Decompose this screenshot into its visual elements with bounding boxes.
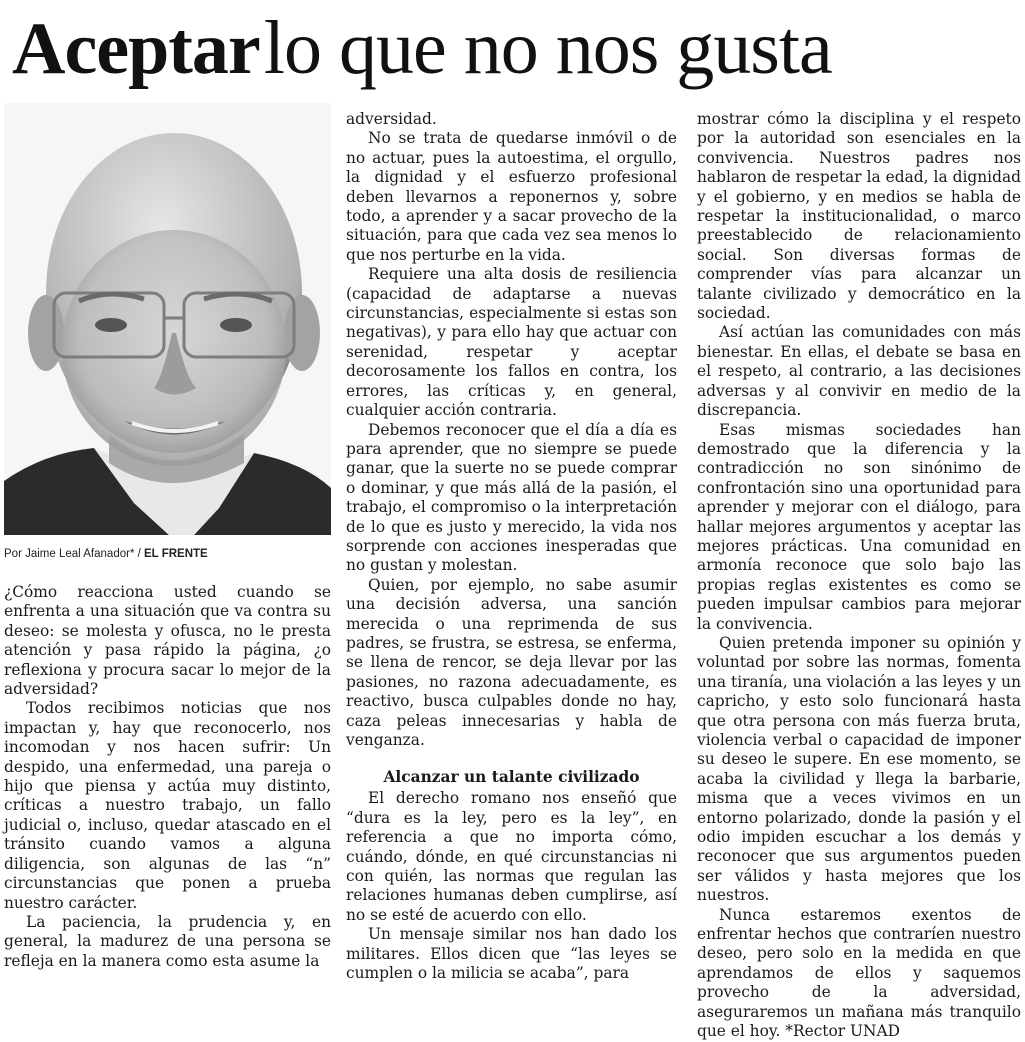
headline-rest: lo que no nos gusta — [263, 6, 832, 90]
byline-publication: EL FRENTE — [144, 548, 208, 560]
column-1 — [4, 583, 331, 971]
section-subhead: Alcanzar un talante civilizado — [383, 768, 640, 787]
paragraph: Así actúan las comunidades con más bienestar. En ellas, el debate se basa en el respeto, al contrario, a las decisiones adversas y al convivir en medio de la discrepancia. — [697, 323, 1021, 420]
paragraph: Nunca estaremos exentos de enfrentar hechos que contraríen nuestro deseo, pero solo en la medida en que aprendamos de ellos y saquemos provecho de la adversidad, aseguraremos un mañana más tranquilo que el hoy. *Rector UNAD — [697, 905, 1021, 1041]
column-2 — [346, 110, 677, 983]
paragraph: El derecho romano nos enseñó que “dura es la ley, pero es la ley”, en referencia a que no importa cómo, cuándo, dónde, en qué circunstancias ni con quién, las normas que regulan las relaciones humanas deben cumplirse, así no se esté de acuerdo con ello. — [346, 789, 677, 924]
paragraph: La paciencia, la prudencia y, en general, la madurez de una persona se refleja en la manera como esta asume la — [4, 912, 331, 970]
paragraph: Esas mismas sociedades han demostrado que la diferencia y la contradicción no son sinónimo de confrontación sino una oportunidad para aprender y mejorar con el diálogo, para hallar mejores argumentos y aceptar las mejores prácticas. Una comunidad en armonía reconoce que solo bajo las propias reglas existentes es como se pueden impulsar cambios para mejorar la convivencia. — [697, 420, 1021, 633]
paragraph: ¿Cómo reacciona usted cuando se enfrenta a una situación que va contra su deseo: se molesta y ofusca, no le presta atención y pasa rápido la página, ¿o reflexiona y procura sacar lo mejor de la adversidad? — [4, 583, 331, 699]
paragraph: No se trata de quedarse inmóvil o de no actuar, pues la autoestima, el orgullo, la dignidad y el esfuerzo profesional deben llevarnos a reponernos y, sobre todo, a aprender y a sacar provecho de la situación, para que cada vez sea menos lo que nos perturbe en la vida. — [346, 129, 677, 264]
paragraph: Todos recibimos noticias que nos impactan y, hay que reconocerlo, nos incomodan y nos hacen sufrir: Un despido, una enfermedad, una pareja o hijo que piensa y actúa muy distinto, críticas a nuestro trabajo, un fallo judicial o, incluso, quedar atascado en el tránsito cuando vamos a alguna diligencia, son algunas de las “n” circunstancias que ponen a prueba nuestro carácter. — [4, 699, 331, 912]
paragraph: adversidad. — [346, 110, 437, 128]
byline — [4, 548, 331, 560]
headline — [12, 0, 1017, 96]
paragraph: Quien pretenda imponer su opinión y voluntad por sobre las normas, fomenta una tiranía, una violación a las leyes y un capricho, y esto solo funcionará hasta que otra persona con más fuerza bruta, violencia verbal o capacidad de imponer su deseo le supere. En ese momento, se acaba la civilidad y llega la barbarie, misma que a veces vivimos en un entorno polarizado, donde la pasión y el odio impiden escuchar a los demás y reconocer que sus argumentos pueden ser válidos y hasta mejores que los nuestros. — [697, 633, 1021, 905]
column-3 — [697, 110, 1021, 1042]
paragraph: Requiere una alta dosis de resiliencia (capacidad de adaptarse a nuevas circunstancias, especialmente si estas son negativas), y para ello hay que actuar con serenidad, respetar y aceptar decorosamente los fallos en contra, los errores, las críticas y, en general, cualquier acción contraria. — [346, 265, 677, 420]
paragraph: Un mensaje similar nos han dado los militares. Ellos dicen que “las leyes se cumplen o la milicia se acaba”, para — [346, 925, 677, 983]
byline-author: Por Jaime Leal Afanador* / — [4, 548, 141, 560]
author-photo — [4, 103, 331, 535]
paragraph: mostrar cómo la disciplina y el respeto por la autoridad son esenciales en la convivencia. Nuestros padres nos hablaron de respetar la edad, la dignidad y el gobierno, y en medios se habla de respetar la institucionalidad, o marco preestablecido de relacionamiento social. Son diversas formas de comprender vías para alcanzar un talante civilizado y democrático en la sociedad. — [697, 110, 1021, 323]
paragraph: Quien, por ejemplo, no sabe asumir una decisión adversa, una sanción merecida o una reprimenda de sus padres, se frustra, se estresa, se enferma, se llena de rencor, se deja llevar por las pasiones, no razona adecuadamente, es reactivo, busca culpables donde no hay, caza peleas innecesarias y habla de venganza. — [346, 575, 677, 749]
paragraph: Debemos reconocer que el día a día es para aprender, que no siempre se puede ganar, que la suerte no se puede comprar o dominar, y que más allá de la pasión, el trabajo, el compromiso o la interpretación de lo que es justo y merecido, la vida nos sorprende con acciones inesperadas que no gustan y molestan. — [346, 420, 677, 575]
author-portrait-icon — [4, 103, 331, 535]
headline-bold: Aceptar — [12, 8, 260, 90]
